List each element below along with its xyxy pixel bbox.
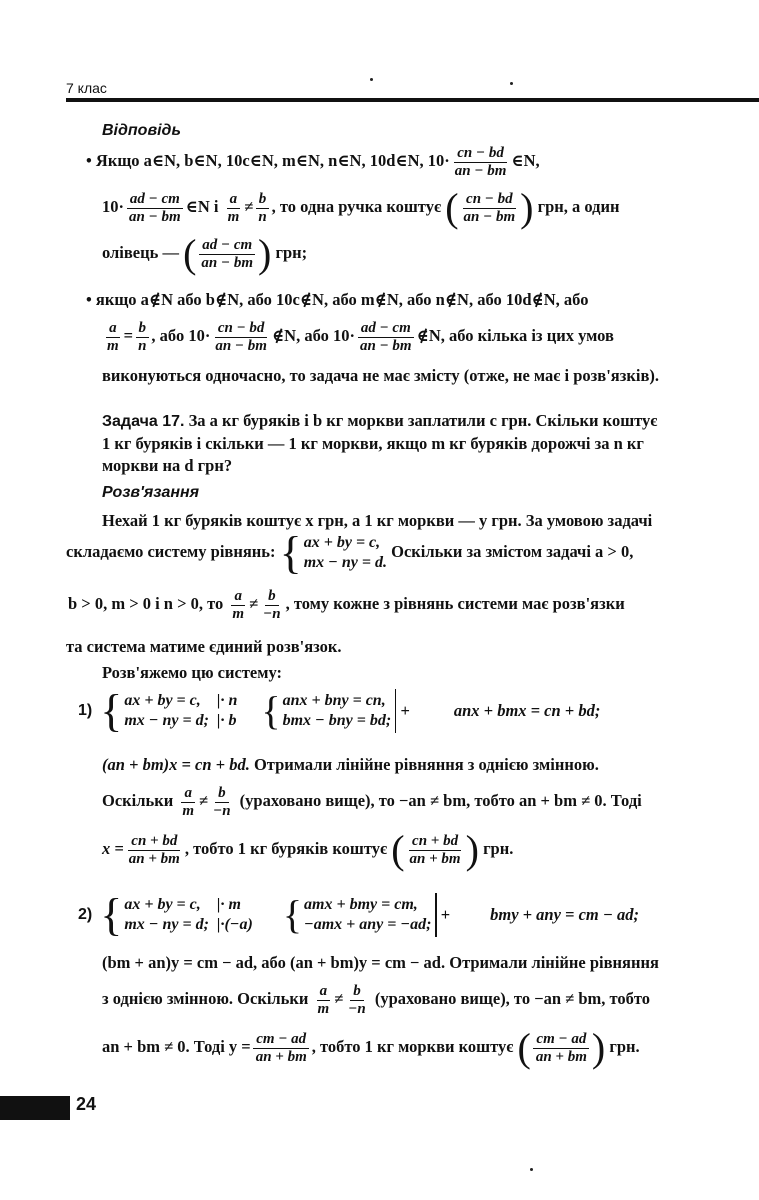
frac-num: ad − cm <box>358 320 414 338</box>
equation-system: { ax + by = c, mx − ny = d. <box>279 527 387 578</box>
text: 10· <box>102 196 125 216</box>
solution-p1: Нехай 1 кг буряків коштує x грн, а 1 кг моркви — y грн. За умовою задачі <box>102 511 653 530</box>
answer-bullet1-line3: олівець — ( $\frac{ad - cm}{an - bm}$ ) грн; <box>102 231 308 276</box>
text: грн; <box>275 242 308 262</box>
text: , тому кожне з рівнянь системи має розв'язки <box>285 593 625 613</box>
multiplier: |· m <box>216 896 241 913</box>
fraction <box>198 237 256 271</box>
frac-den: m <box>227 208 240 225</box>
frac-num: b <box>256 191 270 209</box>
equation-row: anx + bny = cn, <box>282 692 386 709</box>
solution-p5: Розв'яжемо цю систему: <box>102 663 283 682</box>
frac-num: cn + bd <box>409 833 461 851</box>
fraction <box>212 320 270 354</box>
answer-bullet1-line2: 10· $\frac{ad - cm}{an - bm}$ ∈N і $\frac{a}{m}$ ≠ $\frac{b}{n}$ , то одна ручка коштує ( $\frac{cn - bd}{an - bm}$ ) грн, а один <box>102 185 620 230</box>
text: з однією змінною. Оскільки <box>102 988 309 1008</box>
frac-num: cm − ad <box>533 1031 589 1049</box>
step1-line3: Оскільки $\frac{a}{m}$ ≠ $\frac{b}{-n}$ (ураховано вище), то −an ≠ bm, тобто an + bm ≠ 0. Тоді <box>102 785 642 819</box>
add-bar <box>395 689 396 733</box>
text: ∉N, або 10· <box>271 325 355 345</box>
scan-speck <box>530 1168 533 1171</box>
text: (ураховано вище), то −an ≠ bm, тобто <box>374 988 651 1008</box>
text: складаємо систему рівнянь: <box>66 541 276 561</box>
text: x = <box>102 838 124 858</box>
task-line3: моркви на d грн? <box>102 456 233 475</box>
answer-bullet2-line3: виконуються одночасно, то задача не має змісту (отже, не має і розв'язків). <box>102 366 659 385</box>
fraction <box>407 833 464 867</box>
frac-num: a <box>106 320 120 338</box>
multipliers <box>217 895 253 935</box>
step2-systems <box>78 889 639 940</box>
equation-row: mx − ny = d; <box>124 712 209 729</box>
plus-sign: + <box>400 701 410 720</box>
equation-system: { ax + by = c, mx − ny = d; <box>100 685 209 736</box>
text: олівець — <box>102 242 179 262</box>
text: , то одна ручка коштує <box>271 196 442 216</box>
running-header-class: 7 клас <box>66 80 107 96</box>
step1-line2 <box>102 755 599 775</box>
frac-den: an + bm <box>255 1048 307 1065</box>
frac-num: cn − bd <box>463 191 516 209</box>
page-number: 24 <box>76 1094 97 1114</box>
text: За a кг буряків і b кг моркви заплатили c грн. Скільки коштує <box>188 411 658 430</box>
multiplier: |· n <box>216 692 238 709</box>
frac-den: m <box>317 1000 330 1017</box>
text: , або 10· <box>151 325 211 345</box>
text: ∉N, або кілька із цих умов <box>416 325 614 345</box>
equation-row: −amx + any = −ad; <box>304 916 432 933</box>
frac-den: an − bm <box>454 162 507 179</box>
scan-speck <box>510 82 513 85</box>
fraction <box>345 983 368 1017</box>
multipliers <box>217 691 237 731</box>
frac-den: m <box>182 802 195 819</box>
fraction <box>357 320 415 354</box>
frac-num: ad − cm <box>199 237 255 255</box>
frac-den: −n <box>213 802 231 819</box>
fraction <box>104 320 122 354</box>
equation: (an + bm)x = cn + bd. <box>102 755 250 774</box>
solution-heading: Розв'язання <box>102 484 200 501</box>
fraction <box>255 191 269 225</box>
equation-row: mx − ny = d. <box>303 554 387 571</box>
frac-num: cn + bd <box>128 833 180 851</box>
add-bar <box>435 893 436 937</box>
frac-num: b <box>215 785 229 803</box>
text: грн, а один <box>537 196 620 216</box>
step2-line2: (bm + an)y = cm − ad, або (an + bm)y = cm − ad. Отримали лінійне рівняння <box>102 953 659 972</box>
fraction <box>210 785 233 819</box>
fraction <box>179 785 197 819</box>
text: ∈N, <box>511 150 540 170</box>
text: an + bm ≠ 0. Тоді y = <box>102 1036 251 1056</box>
fraction <box>135 320 149 354</box>
multiplier-text: · n <box>220 692 238 709</box>
equation-system: { amx + bmy = cm, −amx + any = −ad; <box>282 892 432 937</box>
answer-bullet2-line1: • якщо a∉N або b∉N, або 10c∉N, або m∉N, або n∉N, або 10d∉N, або <box>86 290 589 309</box>
frac-num: ad − cm <box>127 191 183 209</box>
task-label: Задача 17. <box>102 413 185 430</box>
fraction <box>461 191 519 225</box>
step-number: 2) <box>78 906 93 923</box>
text: b > 0, m > 0 і n > 0, то <box>68 593 224 613</box>
frac-den: n <box>138 337 147 354</box>
text: Оскільки <box>102 790 174 810</box>
equation-result: anx + bmx = cn + bd; <box>453 701 601 720</box>
text: , тобто 1 кг моркви коштує <box>311 1036 514 1056</box>
step2-line3: з однією змінною. Оскільки $\frac{a}{m}$ ≠ $\frac{b}{-n}$ (ураховано вище), то −an ≠ bm, тобто <box>102 983 651 1017</box>
frac-den: an + bm <box>409 850 461 867</box>
frac-den: an − bm <box>129 208 181 225</box>
solution-p3: b > 0, m > 0 і n > 0, то $\frac{a}{m}$ ≠ $\frac{b}{-n}$ , тому кожне з рівнянь системи має розв'язки <box>68 588 625 622</box>
fraction <box>533 1031 590 1065</box>
text: грн. <box>609 1036 640 1056</box>
frac-den: m <box>232 605 245 622</box>
frac-num: a <box>181 785 195 803</box>
step1-systems <box>78 685 601 736</box>
footer-bar <box>0 1096 70 1120</box>
solution-p4: та система матиме єдиний розв'язок. <box>66 637 342 656</box>
multiplier-text: · m <box>220 896 241 913</box>
fraction <box>126 833 183 867</box>
frac-num: cm − ad <box>253 1031 309 1049</box>
fraction <box>452 145 510 179</box>
frac-num: b <box>136 320 150 338</box>
solution-p2 <box>66 527 634 578</box>
equation-row: ax + by = c, <box>124 692 201 709</box>
answer-heading: Відповідь <box>102 122 181 139</box>
text: ∈N і <box>185 196 219 216</box>
frac-num: cn − bd <box>215 320 268 338</box>
frac-den: n <box>258 208 267 225</box>
text: , тобто 1 кг буряків коштує <box>184 838 388 858</box>
frac-den: an − bm <box>360 337 412 354</box>
frac-den: an + bm <box>128 850 180 867</box>
step1-line4: x = $\frac{cn + bd}{an + bm}$ , тобто 1 кг буряків коштує ( $\frac{cn + bd}{an + bm}$ ) грн. <box>102 827 514 872</box>
equation-system: { ax + by = c, mx − ny = d; <box>100 889 209 940</box>
equation-system: { anx + bny = cn, bmx − bny = bd; <box>261 688 392 733</box>
multiplier-text: ·(−a) <box>220 916 253 933</box>
header-rule <box>66 98 759 102</box>
frac-num: a <box>231 588 245 606</box>
frac-num: b <box>350 983 364 1001</box>
task-line2: 1 кг буряків і скільки — 1 кг моркви, якщо m кг буряків дорожчі за n кг <box>102 434 644 453</box>
frac-den: −n <box>263 605 281 622</box>
equation-row: ax + by = c, <box>124 896 201 913</box>
multiplier: |·(−a) <box>216 916 253 933</box>
fraction <box>229 588 247 622</box>
multiplier: |· b <box>216 712 237 729</box>
frac-den: an + bm <box>535 1048 587 1065</box>
frac-num: b <box>265 588 279 606</box>
frac-num: a <box>317 983 331 1001</box>
step2-line4: an + bm ≠ 0. Тоді y = $\frac{cm - ad}{an + bm}$ , тобто 1 кг моркви коштує ( $\frac{cm - ad}{an + bm}$ ) грн. <box>102 1025 640 1070</box>
step-number: 1) <box>78 702 93 719</box>
fraction <box>253 1031 310 1065</box>
text: Оскільки за змістом задачі a > 0, <box>391 541 634 561</box>
scan-speck <box>370 78 373 81</box>
equation-row: ax + by = c, <box>303 534 381 551</box>
plus-sign: + <box>440 905 451 924</box>
equation-row: amx + bmy = cm, <box>304 896 418 913</box>
frac-num: a <box>227 191 241 209</box>
task-line1 <box>102 411 657 431</box>
frac-num: cn − bd <box>454 145 507 163</box>
answer-bullet2-line2: $\frac{a}{m}$ = $\frac{b}{n}$ , або 10· $\frac{cn - bd}{an - bm}$ ∉N, або 10· $\frac{ad - cm}{an - bm}$ ∉N, або кілька із цих умов <box>102 320 614 354</box>
equation-row: bmx − bny = bd; <box>282 712 392 729</box>
fraction <box>315 983 333 1017</box>
fraction <box>126 191 184 225</box>
text: (ураховано вище), то −an ≠ bm, тобто an + bm ≠ 0. Тоді <box>239 790 642 810</box>
equation-result: bmy + any = cm − ad; <box>490 905 639 924</box>
multiplier-text: · b <box>220 712 237 729</box>
text: Отримали лінійне рівняння з однією змінною. <box>253 755 599 774</box>
frac-den: m <box>107 337 119 354</box>
text: • Якщо a∈N, b∈N, 10c∈N, m∈N, n∈N, 10d∈N, 10· <box>86 150 450 170</box>
frac-den: an − bm <box>215 337 267 354</box>
fraction <box>260 588 283 622</box>
frac-den: an − bm <box>463 208 516 225</box>
frac-den: an − bm <box>201 254 254 271</box>
equation-row: mx − ny = d; <box>124 916 209 933</box>
answer-bullet1-line1 <box>86 145 540 179</box>
text: грн. <box>483 838 514 858</box>
fraction <box>225 191 243 225</box>
frac-den: −n <box>348 1000 366 1017</box>
